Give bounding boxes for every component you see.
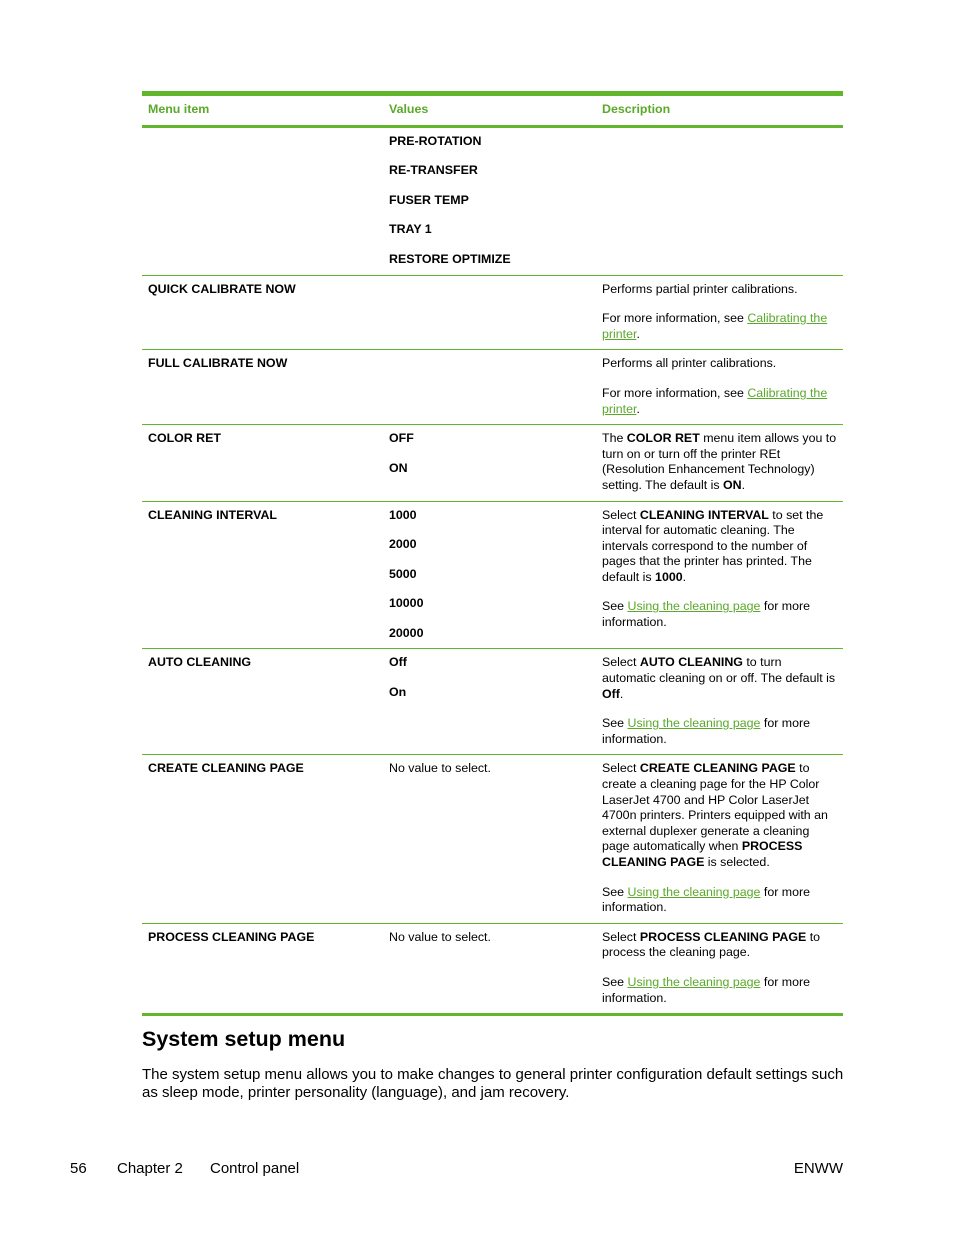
description-bold: PROCESS CLEANING PAGE bbox=[639, 929, 807, 944]
table-row bbox=[142, 501, 843, 649]
calibrating-printer-link[interactable]: Calibrating the printer bbox=[602, 311, 828, 341]
value-item: FUSER TEMP bbox=[389, 192, 469, 207]
cleaning-page-link[interactable]: Using the cleaning page bbox=[627, 599, 761, 614]
table-row bbox=[142, 350, 843, 425]
description-fragment: See bbox=[602, 974, 628, 989]
description-text: Performs all printer calibrations. bbox=[602, 356, 777, 371]
description-fragment: . bbox=[741, 477, 746, 492]
values-cell bbox=[383, 350, 596, 425]
description-fragment: for more information. bbox=[602, 974, 811, 1005]
menu-item-cell bbox=[142, 128, 383, 275]
cleaning-page-link[interactable]: Using the cleaning page bbox=[627, 884, 761, 899]
value-item: On bbox=[389, 685, 407, 700]
description-bold: CREATE CLEANING PAGE bbox=[639, 761, 796, 776]
description-fragment: for more information. bbox=[602, 599, 811, 630]
value-item: Off bbox=[389, 655, 407, 670]
description-bold: AUTO CLEANING bbox=[639, 655, 743, 670]
description-fragment: . bbox=[636, 326, 640, 341]
header-values: Values bbox=[389, 102, 429, 116]
cleaning-page-link[interactable]: Using the cleaning page bbox=[627, 974, 761, 989]
description-bold: CLEANING INTERVAL bbox=[639, 507, 769, 522]
value-item: 1000 bbox=[389, 507, 417, 522]
values-cell bbox=[383, 275, 596, 350]
value-item: 20000 bbox=[389, 625, 424, 640]
header-description: Description bbox=[602, 102, 671, 116]
description-cell bbox=[596, 755, 843, 923]
description-cell bbox=[596, 275, 843, 350]
description-fragment: for more information. bbox=[602, 716, 811, 746]
description-fragment: . bbox=[682, 569, 687, 584]
description-text bbox=[602, 975, 837, 1006]
description-text: Performs partial printer calibrations. bbox=[602, 281, 798, 296]
value-item: 2000 bbox=[389, 537, 417, 552]
description-fragment: . bbox=[619, 686, 624, 701]
description-text bbox=[602, 431, 837, 493]
description-bold: Off bbox=[602, 686, 620, 701]
description-cell bbox=[596, 425, 843, 501]
description-cell bbox=[596, 128, 843, 275]
description-fragment: for more information. bbox=[602, 884, 811, 915]
table-bottom-rule bbox=[142, 1013, 843, 1016]
description-fragment: to set the interval for automatic cleaning. The intervals correspond to the number of pages that the printer has printed. The default is bbox=[602, 507, 824, 584]
description-fragment: Select bbox=[602, 761, 640, 776]
header-menu-item: Menu item bbox=[148, 102, 210, 116]
value-item: RE-TRANSFER bbox=[389, 163, 478, 178]
table-row bbox=[142, 649, 843, 755]
menu-table-container bbox=[142, 91, 843, 1016]
description-cell bbox=[596, 501, 843, 649]
description-fragment: is selected. bbox=[704, 855, 770, 869]
footer-section: Control panel bbox=[210, 1160, 300, 1177]
description-fragment: Select bbox=[602, 507, 640, 522]
table-row bbox=[142, 923, 843, 1013]
value-item: 5000 bbox=[389, 566, 417, 581]
menu-table-body bbox=[142, 128, 843, 1014]
description-bold: PROCESS CLEANING PAGE bbox=[602, 839, 803, 869]
calibrating-printer-link[interactable]: Calibrating the printer bbox=[602, 385, 828, 416]
description-text bbox=[602, 508, 837, 586]
menu-item-cell: CREATE CLEANING PAGE bbox=[142, 755, 383, 923]
description-fragment: For more information, see bbox=[602, 385, 748, 400]
description-text bbox=[602, 885, 837, 916]
value-item: RESTORE OPTIMIZE bbox=[389, 251, 511, 266]
description-fragment: See bbox=[602, 716, 628, 731]
values-cell bbox=[383, 425, 596, 501]
description-cell bbox=[596, 649, 843, 755]
menu-item-cell: COLOR RET bbox=[142, 425, 383, 501]
footer-page-number: 56 bbox=[70, 1160, 87, 1177]
table-row bbox=[142, 425, 843, 501]
description-bold: 1000 bbox=[655, 569, 683, 584]
description-text bbox=[602, 386, 837, 417]
description-fragment: to turn automatic cleaning on or off. The default is bbox=[602, 655, 836, 686]
description-fragment: See bbox=[602, 884, 628, 899]
values-cell bbox=[383, 649, 596, 755]
value-item: OFF bbox=[389, 431, 414, 446]
cleaning-page-link[interactable]: Using the cleaning page bbox=[627, 716, 761, 731]
values-cell bbox=[383, 501, 596, 649]
section-title: System setup menu bbox=[142, 1027, 346, 1051]
description-text bbox=[602, 599, 837, 630]
description-fragment: menu item allows you to turn on or turn off the printer REt (Resolution Enhancement Technology) setting. The default is bbox=[602, 431, 837, 492]
value-item: No value to select. bbox=[389, 929, 491, 944]
menu-item-cell: AUTO CLEANING bbox=[142, 649, 383, 755]
table-row bbox=[142, 275, 843, 350]
description-text bbox=[602, 311, 837, 342]
description-fragment: . bbox=[636, 401, 640, 416]
description-bold: ON bbox=[723, 477, 742, 492]
description-fragment: Select bbox=[602, 655, 640, 670]
description-fragment: to create a cleaning page for the HP Color LaserJet 4700 and HP Color LaserJet 4700n printers. Printers equipped with an external duplexer generate a cleaning page automatically when bbox=[602, 761, 828, 854]
menu-item-cell: PROCESS CLEANING PAGE bbox=[142, 923, 383, 1013]
value-item: TRAY 1 bbox=[389, 222, 432, 237]
table-header-row bbox=[142, 96, 843, 125]
value-item: No value to select. bbox=[389, 761, 491, 776]
values-cell bbox=[383, 755, 596, 923]
description-bold: COLOR RET bbox=[626, 431, 700, 446]
description-cell bbox=[596, 923, 843, 1013]
description-fragment: For more information, see bbox=[602, 311, 748, 326]
menu-table bbox=[142, 96, 843, 125]
values-cell bbox=[383, 128, 596, 275]
description-text bbox=[602, 716, 837, 747]
description-text bbox=[602, 930, 837, 961]
value-item: 10000 bbox=[389, 596, 424, 611]
description-text bbox=[602, 761, 837, 870]
table-row bbox=[142, 755, 843, 923]
value-item: PRE-ROTATION bbox=[389, 133, 482, 148]
footer-brand: ENWW bbox=[793, 1160, 843, 1177]
value-item: ON bbox=[389, 460, 408, 475]
values-cell bbox=[383, 923, 596, 1013]
description-fragment: to process the cleaning page. bbox=[602, 929, 821, 960]
menu-item-cell: QUICK CALIBRATE NOW bbox=[142, 275, 383, 350]
section-intro: The system setup menu allows you to make changes to general printer configuration default settings such as sleep mode, printer personality (language), and jam recovery. bbox=[142, 1066, 844, 1101]
description-fragment: Select bbox=[602, 929, 640, 944]
description-fragment: The bbox=[602, 431, 627, 446]
description-text bbox=[602, 655, 837, 702]
menu-item-cell: FULL CALIBRATE NOW bbox=[142, 350, 383, 425]
menu-item-cell: CLEANING INTERVAL bbox=[142, 501, 383, 649]
footer-chapter: Chapter 2 bbox=[117, 1160, 183, 1177]
table-row bbox=[142, 128, 843, 275]
description-cell bbox=[596, 350, 843, 425]
description-fragment: See bbox=[602, 599, 628, 614]
